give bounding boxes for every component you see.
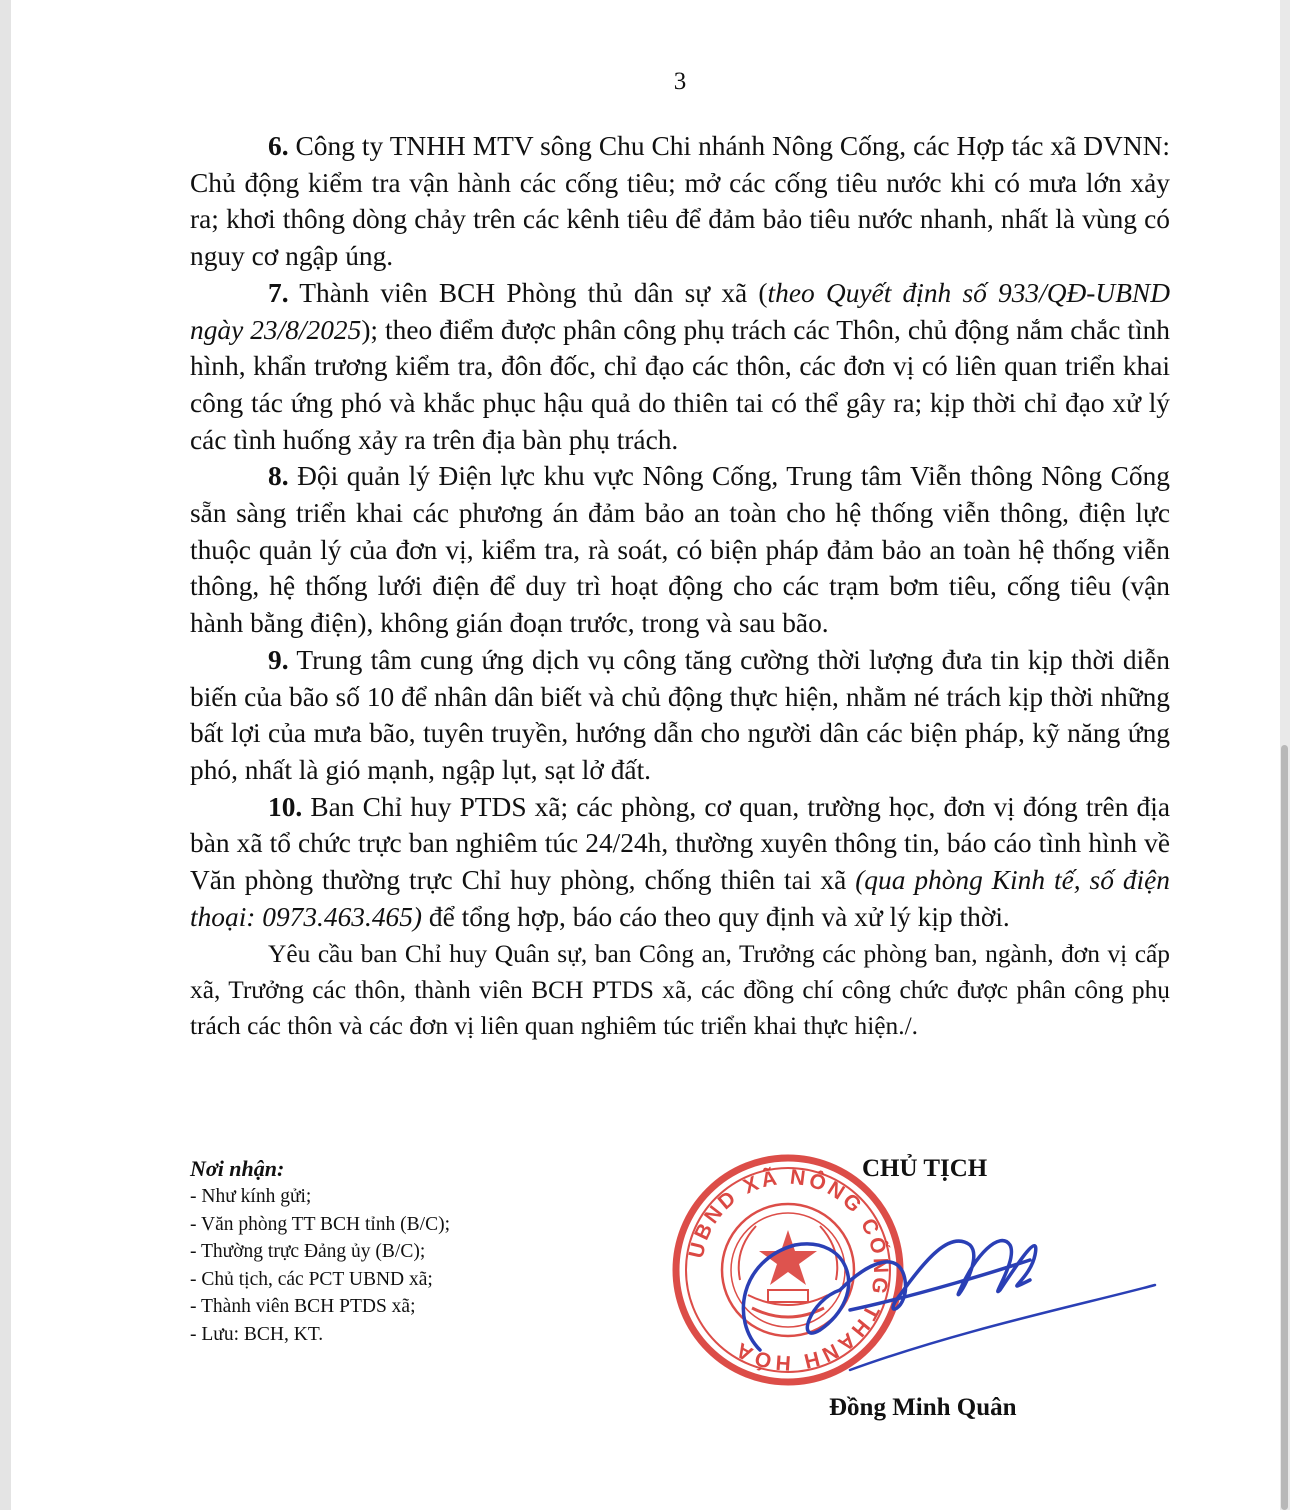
paragraph-number: 9. [268,644,289,675]
paragraph-text: Công ty TNHH MTV sông Chu Chi nhánh Nông Cống, các Hợp tác xã DVNN: Chủ động kiểm tra vận hành các cống tiêu; mở các cống tiêu nước khi có mưa lớn xảy ra; khơi thông dòng chảy trên các kênh tiêu để đảm bảo tiêu nước nhanh, nhất là vùng có nguy cơ ngập úng. [190,131,1170,272]
paragraph-6 [190,128,1170,275]
paragraph-7 [190,275,1170,459]
handwritten-signature-icon [700,1200,1170,1390]
recipients-title: Nơi nhận: [190,1156,285,1181]
list-item: - Thường trực Đảng ủy (B/C); [190,1241,426,1262]
signer-name: Đồng Minh Quân [829,1394,1017,1421]
document-body [190,128,1170,1044]
closing-paragraph: Yêu cầu ban Chỉ huy Quân sự, ban Công an, Trưởng các phòng ban, ngành, đơn vị cấp xã, Trưởng các thôn, thành viên BCH PTDS xã, các đồng chí công chức được phân công phụ trách các thôn và các đơn vị liên quan nghiêm túc triển khai thực hiện./. [190,940,1170,1041]
paragraph-text: Trung tâm cung ứng dịch vụ công tăng cường thời lượng đưa tin kịp thời diễn biến của bão số 10 để nhân dân biết và chủ động thực hiện, nhằm né trách kịp thời những bất lợi của mưa bão, tuyên truyền, hướng dẫn cho người dân các biện pháp, kỹ năng ứng phó, nhất là gió mạnh, ngập lụt, sạt lở đất. [190,644,1170,785]
paragraph-number: 8. [268,461,289,492]
list-item: - Văn phòng TT BCH tỉnh (B/C); [190,1213,451,1235]
paragraph-8 [190,458,1170,642]
viewer-left-edge [0,0,11,1510]
paragraph-text: Ban Chỉ huy PTDS xã; các phòng, cơ quan, trường học, đơn vị đóng trên địa bàn xã tổ chức trực ban nghiêm túc 24/24h, thường xuyên thông tin, báo cáo tình hình về Văn phòng thường trực Chỉ huy phòng, chống thiên tai xã [190,791,1170,896]
paragraph-number: 7. [268,277,289,308]
paragraph-9 [190,642,1170,789]
list-item: - Như kính gửi; [190,1186,312,1207]
paragraph-text: để tổng hợp, báo cáo theo quy định và xử lý kịp thời. [422,901,1010,932]
paragraph-10 [190,789,1170,936]
svg-text:UBND XÃ NÔNG CỐNG THANH HÓA: UBND XÃ NÔNG CỐNG THANH HÓA [684,1165,893,1375]
paragraph-text: Thành viên BCH Phòng thủ dân sự xã ( [288,277,768,308]
paragraph-number: 10. [268,791,303,822]
scrollbar-thumb[interactable] [1281,745,1288,1510]
decision-reference: theo Quyết định số 933/QĐ-UBND ngày 23/8/2025 [190,277,1170,345]
recipients-list [190,1183,660,1348]
list-item: - Lưu: BCH, KT. [190,1323,324,1345]
recipients-block [190,1155,660,1348]
signer-title: CHỦ TỊCH [862,1155,988,1182]
paragraph-text: Đội quản lý Điện lực khu vực Nông Cống, Trung tâm Viễn thông Nông Cống sẵn sàng triển khai các phương án đảm bảo an toàn cho hệ thống viễn thông, điện lực thuộc quản lý của đơn vị, kiểm tra, rà soát, có biện pháp đảm bảo an toàn hệ thống viễn thông, hệ thống lưới điện để duy trì hoạt động cho các trạm bơm tiêu, cống tiêu (vận hành bằng điện), không gián đoạn trước, trong và sau bão. [190,461,1170,639]
list-item: - Thành viên BCH PTDS xã; [190,1296,416,1317]
paragraph-number: 6. [268,131,289,161]
contact-info: (qua phòng Kinh tế, số điện thoại: 0973.463.465) [190,865,1170,932]
page-number: 3 [673,68,687,95]
paragraph-text: ); theo điểm được phân công phụ trách các Thôn, chủ động nắm chắc tình hình, khẩn trương kiểm tra, đôn đốc, chỉ đạo các thôn, các đơn vị có liên quan triển khai công tác ứng phó và khắc phục hậu quả do thiên tai có thể gây ra; kịp thời chỉ đạo xử lý các tình huống xảy ra trên địa bàn phụ trách. [190,314,1170,455]
list-item: - Chủ tịch, các PCT UBND xã; [190,1268,433,1290]
